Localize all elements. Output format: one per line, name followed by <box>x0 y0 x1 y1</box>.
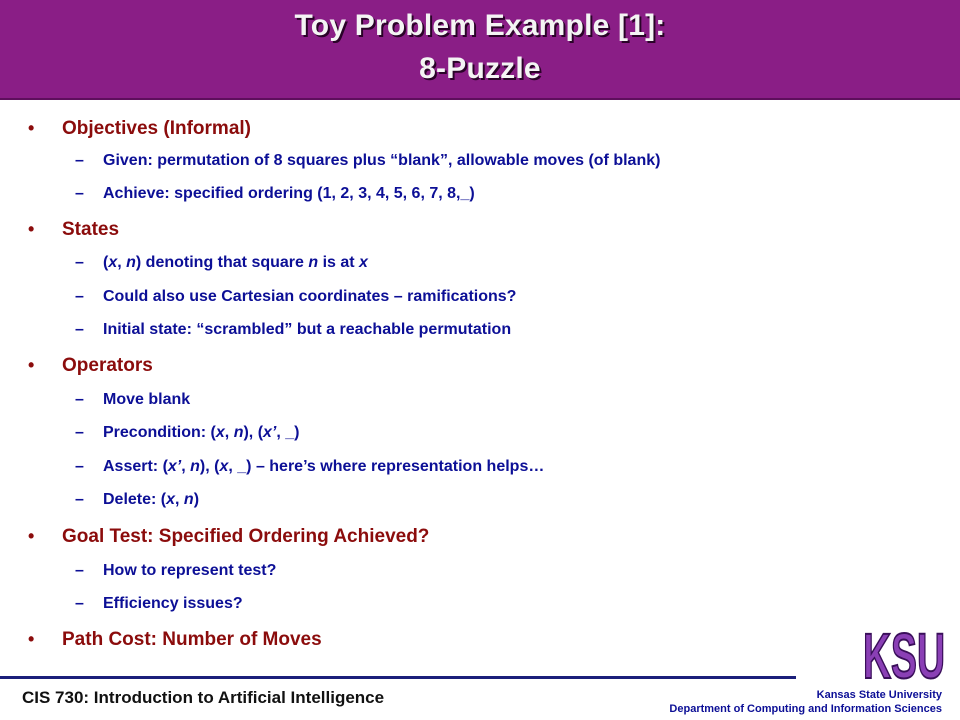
text-run: , <box>175 491 184 508</box>
sub-dash: – <box>75 491 84 508</box>
text-run: , _) – here’s where representation helps… <box>228 458 545 475</box>
bullet-dot: • <box>28 355 35 375</box>
text-run: ) <box>193 491 200 508</box>
slide-title: Toy Problem Example [1]: <box>294 9 666 42</box>
var-x: x <box>219 458 229 475</box>
ksu-logo-text: KSU <box>863 622 945 682</box>
sub-text: Could also use Cartesian coordinates – ramifications? <box>103 288 517 305</box>
text-run: is at <box>318 254 360 271</box>
sub-text: How to represent test? <box>103 562 277 579</box>
var-x: x <box>359 254 368 271</box>
sub-text: Given: permutation of 8 squares plus “blank”, allowable moves (of blank) <box>103 152 661 169</box>
sub-dash: – <box>75 391 84 408</box>
var-n: n <box>190 458 200 475</box>
var-x-prime: x’ <box>263 424 277 441</box>
bullet-heading: Operators <box>62 355 153 376</box>
sub-dash: – <box>75 424 84 441</box>
text-run: , <box>181 458 191 475</box>
sub-text: Move blank <box>103 391 191 408</box>
slide-content <box>0 108 960 668</box>
department-name: Department of Computing and Information Sciences <box>669 703 942 715</box>
sub-text <box>103 458 544 476</box>
text-run: ), ( <box>243 424 264 441</box>
sub-text: Initial state: “scrambled” but a reachable permutation <box>103 321 512 338</box>
text-run: , _) <box>276 424 300 441</box>
var-n: n <box>183 491 194 508</box>
sub-text <box>103 254 368 272</box>
sub-dash: – <box>75 288 84 305</box>
slide-subtitle: 8-Puzzle <box>419 52 541 85</box>
university-name: Kansas State University <box>816 689 942 701</box>
bullet-heading: Path Cost: Number of Moves <box>62 629 322 650</box>
sub-dash: – <box>75 458 84 475</box>
text-run: , <box>117 254 127 271</box>
sub-text <box>103 491 199 509</box>
title-bar <box>0 0 960 100</box>
sub-dash: – <box>75 152 84 169</box>
bullet-dot: • <box>28 629 35 649</box>
bullet-dot: • <box>28 219 35 239</box>
sub-text: Achieve: specified ordering (1, 2, 3, 4, 5, 6, 7, 8,_) <box>103 185 475 202</box>
bullet-dot: • <box>28 118 35 138</box>
text-run: Delete: ( <box>103 491 167 508</box>
text-run: ) denoting that square <box>135 254 309 271</box>
var-n: n <box>233 424 244 441</box>
sub-dash: – <box>75 595 84 612</box>
var-n: n <box>126 254 136 271</box>
var-n: n <box>308 254 319 271</box>
text-run: Precondition: ( <box>103 424 216 441</box>
bullet-heading: Objectives (Informal) <box>62 118 251 139</box>
sub-dash: – <box>75 562 84 579</box>
sub-dash: – <box>75 185 84 202</box>
var-x: x <box>166 491 176 508</box>
sub-dash: – <box>75 321 84 338</box>
text-run: ), ( <box>199 458 220 475</box>
sub-dash: – <box>75 254 84 271</box>
bullet-dot: • <box>28 526 35 546</box>
course-title: CIS 730: Introduction to Artificial Intelligence <box>22 688 385 707</box>
bullet-heading: Goal Test: Specified Ordering Achieved? <box>62 526 430 547</box>
institution-info <box>669 688 942 716</box>
footer-divider <box>0 676 796 679</box>
sub-text <box>103 424 299 442</box>
text-run: Assert: ( <box>103 458 168 475</box>
var-x: x <box>108 254 118 271</box>
var-x-prime: x’ <box>167 458 182 475</box>
sub-text: Efficiency issues? <box>103 595 243 612</box>
ksu-logo <box>862 622 946 682</box>
bullet-heading: States <box>62 219 120 240</box>
var-x: x <box>215 424 225 441</box>
text-run: , <box>224 424 234 441</box>
text-run: ( <box>103 254 109 271</box>
